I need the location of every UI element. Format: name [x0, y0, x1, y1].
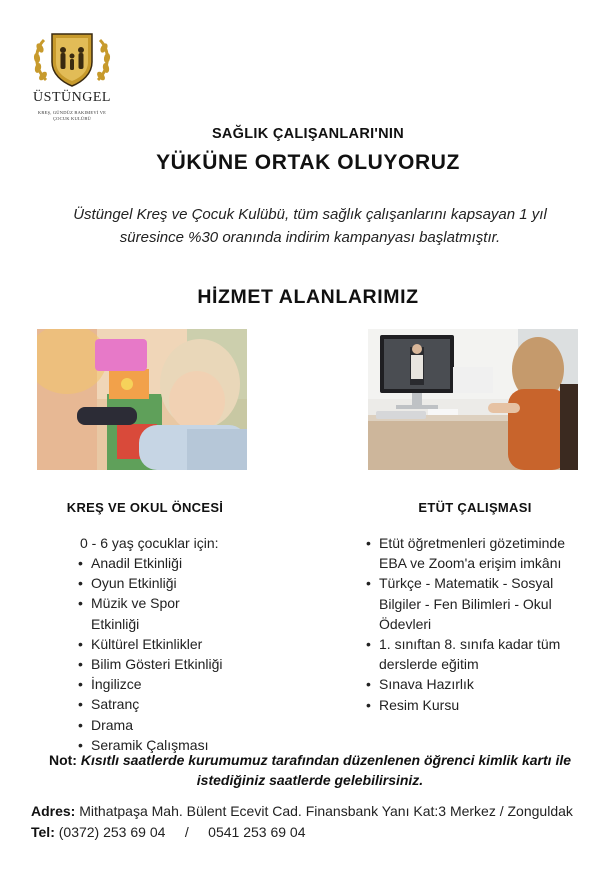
list-item: • Sınava Hazırlık [366, 674, 581, 694]
note-line-1: Kısıtlı saatlerde kurumumuz tarafından düzenlenen öğrenci kimlik kartı ile [80, 752, 572, 768]
shield-crest-icon [30, 28, 114, 90]
page-title: YÜKÜNE ORTAK OLUYORUZ [156, 151, 460, 174]
list-item: • Etüt öğretmenleri gözetiminde EBA ve Zoom'a erişim imkânı [366, 533, 581, 573]
list-item: • Resim Kursu [366, 695, 581, 715]
header-kicker: SAĞLIK ÇALIŞANLARI'NIN [211, 126, 405, 142]
address-text: Mithatpaşa Mah. Bülent Ecevit Cad. Finansbank Yanı Kat:3 Merkez / Zonguldak [79, 803, 573, 819]
list-item: • Kültürel Etkinlikler [78, 634, 278, 654]
kres-age-range: 0 - 6 yaş çocuklar için: [80, 535, 219, 551]
list-item: • Seramik Çalışması [78, 735, 278, 755]
photo-child-playing-blocks [37, 329, 247, 470]
services-title: HİZMET ALANLARIMIZ [197, 286, 419, 308]
phone-label: Tel: [31, 824, 55, 840]
phone-line [31, 824, 306, 840]
list-item: • Oyun Etkinliği [78, 573, 278, 593]
list-item: • Drama [78, 715, 278, 735]
note-line-2: istediğiniz saatlerde gelebilirsiniz. [196, 772, 424, 788]
column-title-kres: KREŞ VE OKUL ÖNCESİ [66, 500, 224, 515]
list-item: • Müzik ve Spor Etkinliği [78, 593, 211, 633]
kres-services-list [78, 533, 278, 755]
note-paragraph [30, 750, 590, 790]
logo-subtitle-line2: ÇOCUK KULÜBÜ [52, 116, 92, 121]
note-label: Not: [48, 752, 77, 768]
intro-line-2: süresince %30 oranında indirim kampanyası başlatmıştır. [119, 229, 501, 246]
logo [30, 28, 114, 140]
intro-paragraph [50, 203, 570, 249]
column-title-etut: ETÜT ÇALIŞMASI [418, 500, 532, 515]
address-label: Adres: [31, 803, 76, 819]
logo-wordmark: ÜSTÜNGEL [33, 90, 111, 105]
phone-numbers: (0372) 253 69 04 / 0541 253 69 04 [58, 824, 306, 840]
list-item: • İngilizce [78, 674, 278, 694]
list-item: • Anadil Etkinliği [78, 553, 278, 573]
list-item: • Bilim Gösteri Etkinliği [78, 654, 278, 674]
etut-services-list [366, 533, 581, 715]
logo-subtitle-line1: KREŞ, GÜNDÜZ BAKIMEVİ VE [37, 110, 107, 115]
address-line [31, 803, 573, 819]
intro-line-1: Üstüngel Kreş ve Çocuk Kulübü, tüm sağlık çalışanlarını kapsayan 1 yıl [73, 206, 547, 223]
list-item: • Türkçe - Matematik - Sosyal Bilgiler - Fen Bilimleri - Okul Ödevleri [366, 573, 564, 634]
list-item: • Satranç [78, 694, 278, 714]
list-item: • 1. sınıftan 8. sınıfa kadar tüm derslerde eğitim [366, 634, 564, 674]
photo-student-video-call [368, 329, 578, 470]
